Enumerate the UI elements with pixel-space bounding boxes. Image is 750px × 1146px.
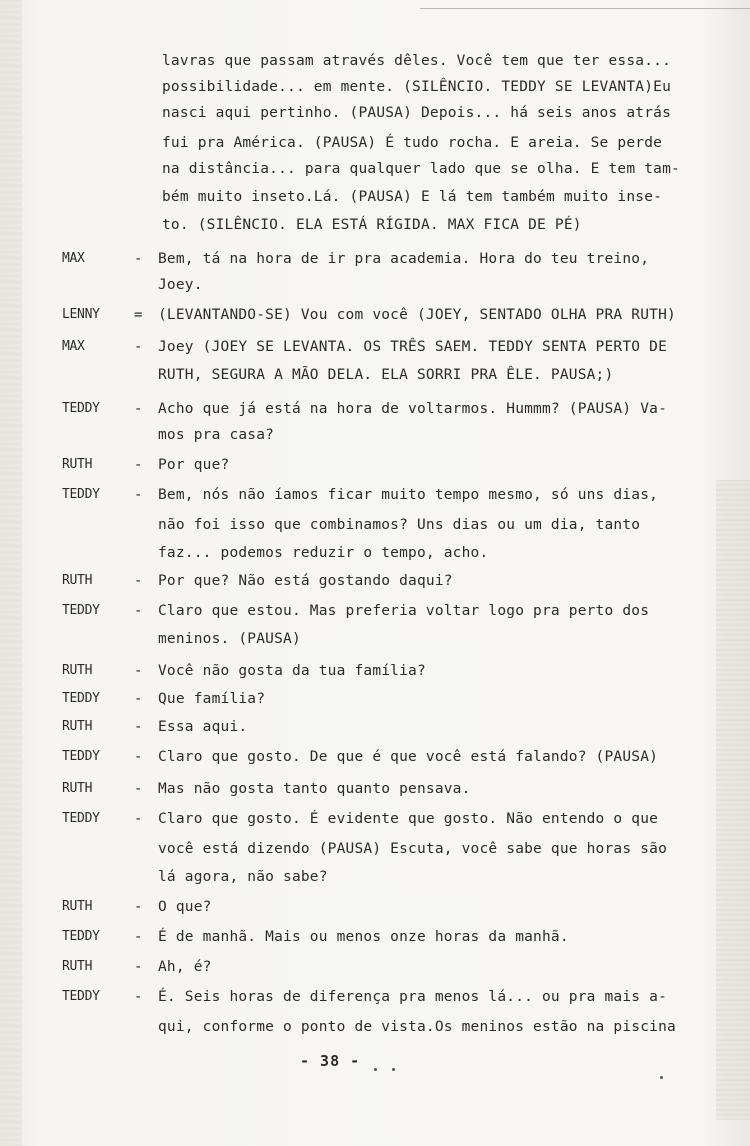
dialogue-dash: - bbox=[134, 401, 143, 417]
speaker-name: RUTH bbox=[62, 719, 93, 734]
speaker-name: TEDDY bbox=[62, 989, 100, 1004]
line-text: Joey (JOEY SE LEVANTA. OS TRÊS SAEM. TEDDY SENTA PERTO DE bbox=[158, 339, 667, 355]
dialogue-dash: - bbox=[134, 749, 143, 765]
speaker-name: RUTH bbox=[62, 899, 93, 914]
dialogue-dash: - bbox=[134, 989, 143, 1005]
line-text: Claro que estou. Mas preferia voltar logo pra perto dos bbox=[158, 603, 650, 619]
line-text: bém muito inseto.Lá. (PAUSA) E lá tem também muito inse- bbox=[162, 189, 663, 205]
speaker-name: TEDDY bbox=[62, 749, 100, 764]
line-text: Essa aqui. bbox=[158, 719, 248, 735]
dialogue-dash: - bbox=[134, 603, 143, 619]
line-text: fui pra América. (PAUSA) É tudo rocha. E areia. Se perde bbox=[162, 135, 663, 151]
line-text: RUTH, SEGURA A MÃO DELA. ELA SORRI PRA ÊLE. PAUSA;) bbox=[158, 367, 614, 383]
line-text: Joey. bbox=[158, 277, 203, 293]
line-text: você está dizendo (PAUSA) Escuta, você sabe que horas são bbox=[158, 841, 667, 857]
dialogue-dash: - bbox=[134, 573, 143, 589]
line-text: O que? bbox=[158, 899, 212, 915]
speaker-name: LENNY bbox=[62, 307, 100, 322]
line-text: possibilidade... em mente. (SILÊNCIO. TEDDY SE LEVANTA)Eu bbox=[162, 79, 671, 95]
speaker-name: MAX bbox=[62, 251, 85, 266]
line-text: to. (SILÊNCIO. ELA ESTÁ RÍGIDA. MAX FICA DE PÉ) bbox=[162, 217, 582, 233]
scan-edge-left bbox=[0, 0, 22, 1146]
dialogue-dash: - bbox=[134, 719, 143, 735]
speaker-name: TEDDY bbox=[62, 811, 100, 826]
dialogue-dash: - bbox=[134, 251, 143, 267]
dialogue-dash: - bbox=[134, 899, 143, 915]
line-text: (LEVANTANDO-SE) Vou com você (JOEY, SENTADO OLHA PRA RUTH) bbox=[158, 307, 676, 323]
dialogue-dash: - bbox=[134, 487, 143, 503]
line-text: Bem, tá na hora de ir pra academia. Hora do teu treino, bbox=[158, 251, 650, 267]
dialogue-dash: - bbox=[134, 457, 143, 473]
dialogue-dash: - bbox=[134, 929, 143, 945]
dialogue-dash: - bbox=[134, 811, 143, 827]
ink-speck bbox=[392, 1068, 395, 1071]
dialogue-dash: - bbox=[134, 959, 143, 975]
speaker-name: MAX bbox=[62, 339, 85, 354]
line-text: nasci aqui pertinho. (PAUSA) Depois... há seis anos atrás bbox=[162, 105, 671, 121]
speaker-name: TEDDY bbox=[62, 487, 100, 502]
line-text: Por que? bbox=[158, 457, 230, 473]
line-text: Claro que gosto. De que é que você está falando? (PAUSA) bbox=[158, 749, 659, 765]
dialogue-dash: = bbox=[134, 307, 143, 323]
line-text: Claro que gosto. É evidente que gosto. Não entendo o que bbox=[158, 811, 659, 827]
line-text: qui, conforme o ponto de vista.Os meninos estão na piscina bbox=[158, 1019, 676, 1035]
line-text: na distância... para qualquer lado que se olha. E tem tam- bbox=[162, 161, 680, 177]
line-text: Acho que já está na hora de voltarmos. Hummm? (PAUSA) Va- bbox=[158, 401, 667, 417]
speaker-name: RUTH bbox=[62, 781, 93, 796]
speaker-name: RUTH bbox=[62, 573, 93, 588]
speaker-name: TEDDY bbox=[62, 401, 100, 416]
line-text: mos pra casa? bbox=[158, 427, 275, 443]
line-text: meninos. (PAUSA) bbox=[158, 631, 301, 647]
speaker-name: RUTH bbox=[62, 959, 93, 974]
line-text: lá agora, não sabe? bbox=[158, 869, 328, 885]
speaker-name: RUTH bbox=[62, 457, 93, 472]
ink-speck bbox=[660, 1076, 663, 1079]
speaker-name: TEDDY bbox=[62, 929, 100, 944]
line-text: Mas não gosta tanto quanto pensava. bbox=[158, 781, 471, 797]
speaker-name: TEDDY bbox=[62, 603, 100, 618]
dialogue-dash: - bbox=[134, 663, 143, 679]
line-text: É de manhã. Mais ou menos onze horas da manhã. bbox=[158, 929, 569, 945]
line-text: Que família? bbox=[158, 691, 266, 707]
line-text: Você não gosta da tua família? bbox=[158, 663, 426, 679]
line-text: faz... podemos reduzir o tempo, acho. bbox=[158, 545, 489, 561]
line-text: Por que? Não está gostando daqui? bbox=[158, 573, 453, 589]
line-text: não foi isso que combinamos? Uns dias ou um dia, tanto bbox=[158, 517, 641, 533]
ink-speck bbox=[374, 1068, 377, 1071]
line-text: lavras que passam através dêles. Você tem que ter essa... bbox=[162, 53, 671, 69]
scan-edge-right bbox=[716, 480, 750, 1120]
dialogue-dash: - bbox=[134, 339, 143, 355]
top-rule bbox=[420, 8, 750, 9]
dialogue-dash: - bbox=[134, 691, 143, 707]
speaker-name: RUTH bbox=[62, 663, 93, 678]
speaker-name: TEDDY bbox=[62, 691, 100, 706]
line-text: Ah, é? bbox=[158, 959, 212, 975]
dialogue-dash: - bbox=[134, 781, 143, 797]
line-text: É. Seis horas de diferença pra menos lá... ou pra mais a- bbox=[158, 989, 667, 1005]
line-text: Bem, nós não íamos ficar muito tempo mesmo, só uns dias, bbox=[158, 487, 659, 503]
page-number: - 38 - bbox=[300, 1052, 361, 1070]
